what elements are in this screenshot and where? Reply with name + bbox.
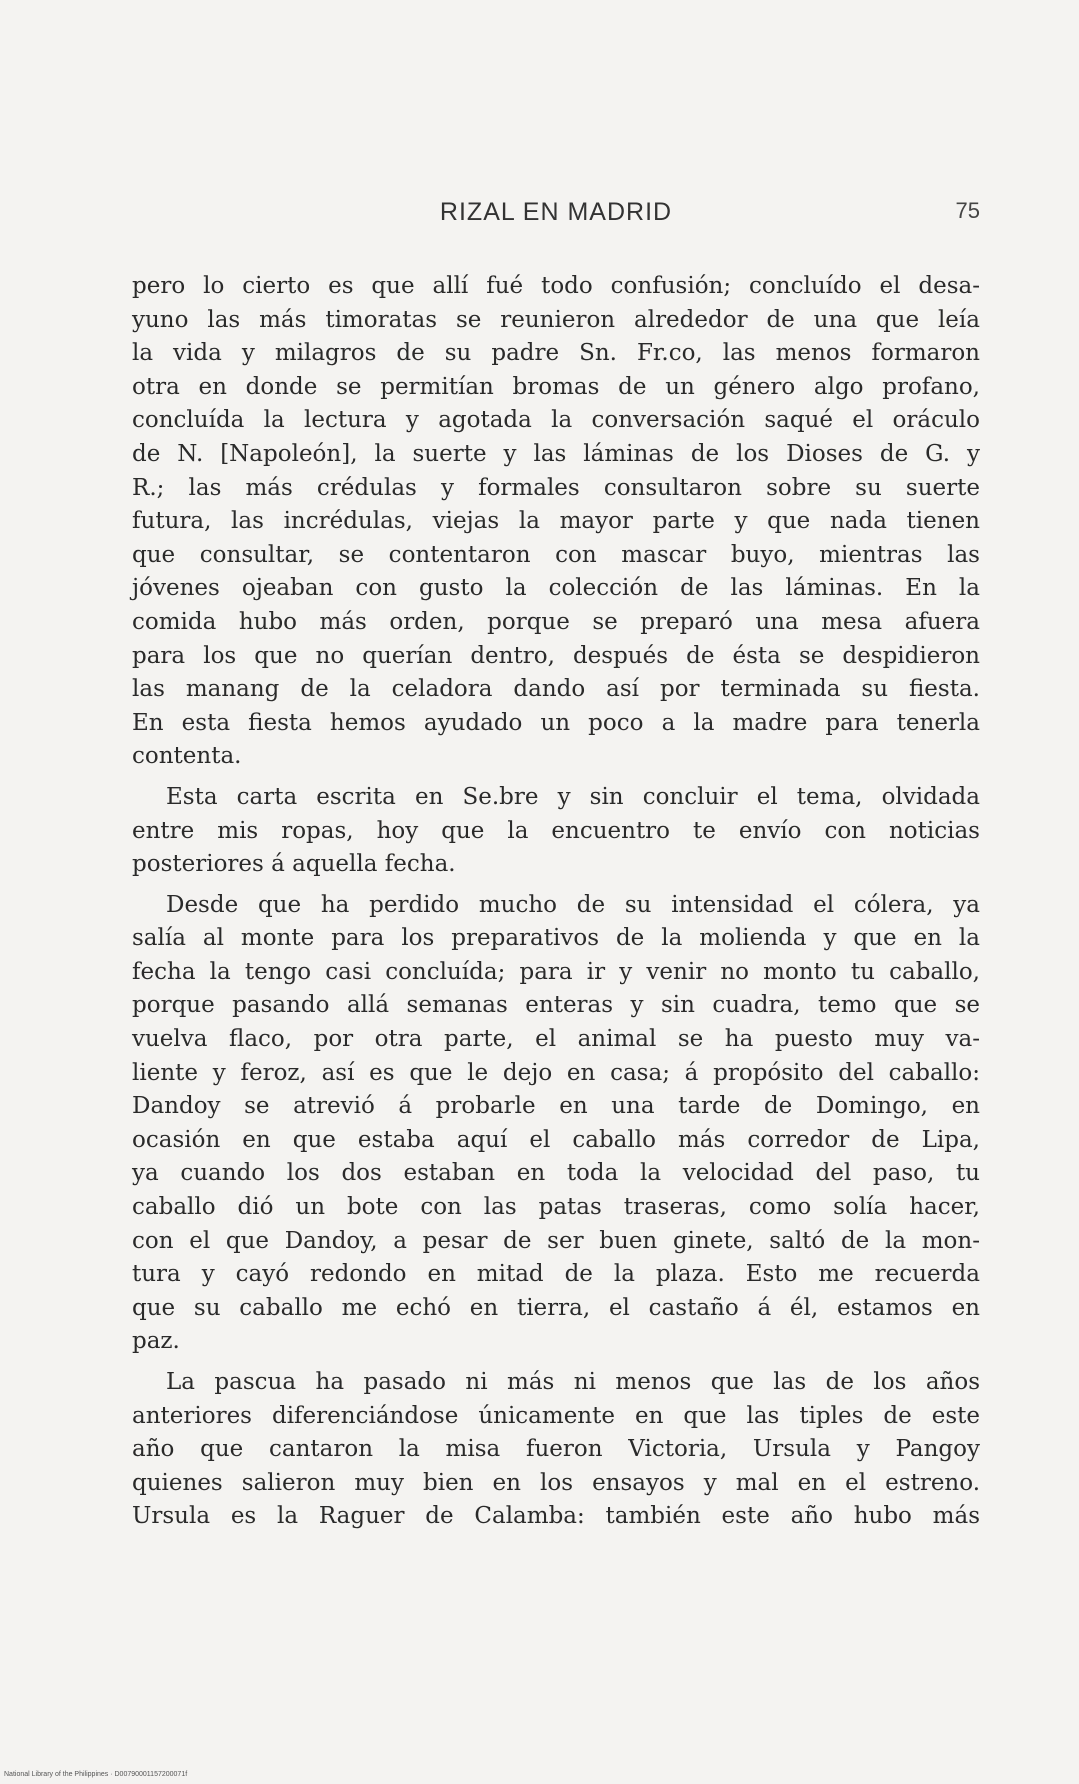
text-line: fecha la tengo casi concluída; para ir y venir no monto tu caballo, xyxy=(132,958,980,985)
text-line: R.; las más crédulas y formales consultaron sobre su suerte xyxy=(132,474,980,501)
paragraph-4 xyxy=(132,1366,980,1534)
body-text xyxy=(132,270,980,1534)
text-line: La pascua ha pasado ni más ni menos que las de los años xyxy=(166,1369,980,1395)
text-line: jóvenes ojeaban con gusto la colección de las láminas. En la xyxy=(132,575,980,602)
paragraph-3 xyxy=(132,889,980,1359)
page-header xyxy=(132,198,980,238)
text-line: paz. xyxy=(132,1328,180,1355)
text-line: entre mis ropas, hoy que la encuentro te envío con noticias xyxy=(132,817,980,844)
text-line: año que cantaron la misa fueron Victoria, Ursula y Pangoy xyxy=(132,1436,980,1463)
text-line: concluída la lectura y agotada la conversación saqué el oráculo xyxy=(132,407,980,434)
text-line: para los que no querían dentro, después de ésta se despidieron xyxy=(132,642,980,669)
text-line: ocasión en que estaba aquí el caballo más corredor de Lipa, xyxy=(132,1126,980,1153)
text-line: yuno las más timoratas se reunieron alrededor de una que leía xyxy=(132,306,980,333)
scan-credit: National Library of the Philippines · D00790001157200071f xyxy=(4,1771,188,1778)
text-line: contenta. xyxy=(132,743,242,770)
text-line: las manang de la celadora dando así por terminada su fiesta. xyxy=(132,676,980,703)
text-line: Ursula es la Raguer de Calamba: también este año hubo más xyxy=(132,1503,980,1530)
paragraph-1 xyxy=(132,270,980,774)
text-line: futura, las incrédulas, viejas la mayor parte y que nada tienen xyxy=(132,508,980,535)
text-line: la vida y milagros de su padre Sn. Fr.co, las menos formaron xyxy=(132,340,980,367)
text-line: que su caballo me echó en tierra, el castaño á él, estamos en xyxy=(132,1294,980,1321)
paragraph-2 xyxy=(132,781,980,882)
text-line: que consultar, se contentaron con mascar buyo, mientras las xyxy=(132,541,980,568)
text-line: Desde que ha perdido mucho de su intensidad el cólera, ya xyxy=(166,891,980,918)
running-title: RIZAL EN MADRID xyxy=(439,198,673,226)
text-line: Esta carta escrita en Se.bre y sin concluir el tema, olvidada xyxy=(166,783,980,810)
text-line: Dandoy se atrevió á probarle en una tarde de Domingo, en xyxy=(132,1093,980,1120)
text-line: caballo dió un bote con las patas traseras, como solía hacer, xyxy=(132,1194,980,1221)
text-line: quienes salieron muy bien en los ensayos y mal en el estreno. xyxy=(132,1469,980,1496)
text-line: de N. [Napoleón], la suerte y las láminas de los Dioses de G. y xyxy=(132,440,980,467)
page-number: 75 xyxy=(955,198,980,223)
text-line: vuelva flaco, por otra parte, el animal se ha puesto muy va- xyxy=(132,1026,980,1053)
text-line: En esta fiesta hemos ayudado un poco a la madre para tenerla xyxy=(132,709,980,736)
text-line: liente y feroz, así es que le dejo en casa; á propósito del caballo: xyxy=(132,1059,980,1086)
text-line: posteriores á aquella fecha. xyxy=(132,851,456,878)
text-line: con el que Dandoy, a pesar de ser buen ginete, saltó de la mon- xyxy=(132,1227,980,1254)
text-line: anteriores diferenciándose únicamente en que las tiples de este xyxy=(132,1402,980,1429)
text-line: ya cuando los dos estaban en toda la velocidad del paso, tu xyxy=(132,1160,980,1187)
text-line: salía al monte para los preparativos de la molienda y que en la xyxy=(132,925,980,952)
text-line: otra en donde se permitían bromas de un género algo profano, xyxy=(132,373,980,400)
text-line: porque pasando allá semanas enteras y sin cuadra, temo que se xyxy=(132,992,980,1019)
text-line: comida hubo más orden, porque se preparó una mesa afuera xyxy=(132,608,980,635)
text-line: tura y cayó redondo en mitad de la plaza. Esto me recuerda xyxy=(132,1261,980,1288)
text-line: pero lo cierto es que allí fué todo confusión; concluído el desa- xyxy=(132,273,980,299)
